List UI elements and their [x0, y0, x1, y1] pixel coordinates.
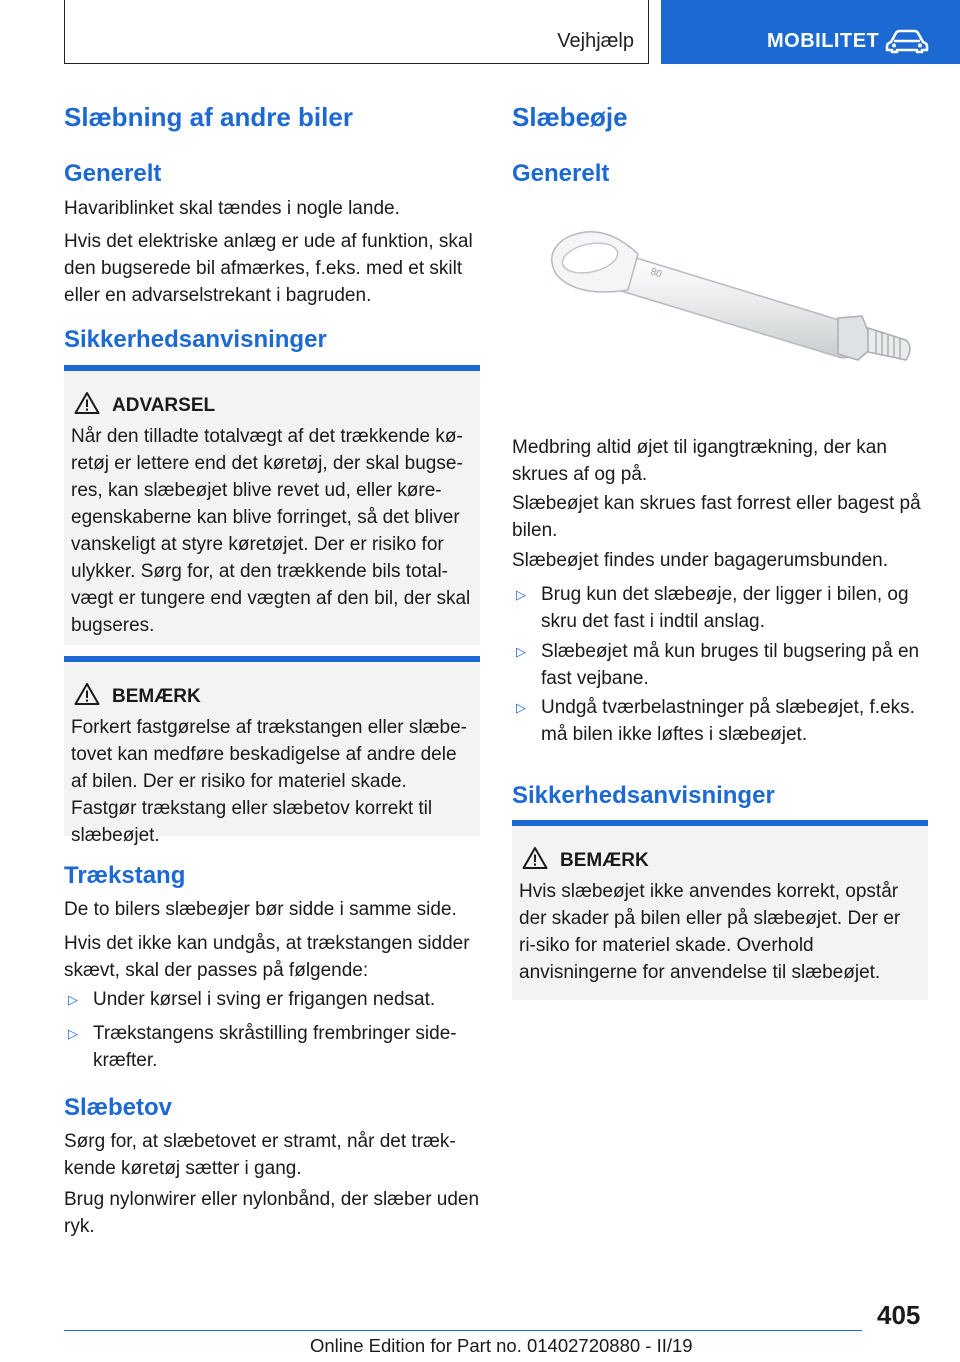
paragraph: Brug nylonwirer eller nylonbånd, der slæber uden ryk. [64, 1189, 480, 1237]
list-item-text: Brug kun det slæbeøje, der ligger i bilen, og skru det fast i indtil anslag. [541, 584, 909, 632]
paragraph: Hvis det ikke kan undgås, at trækstangen sidder skævt, skal der passes på følgende: [64, 933, 470, 981]
paragraph: Slæbeøjet kan skrues fast forrest eller bagest på bilen. [512, 493, 921, 541]
bullet-triangle-icon: ▷ [516, 587, 526, 602]
heading-traekstang: Trækstang [64, 862, 186, 889]
page-number: 405 [877, 1300, 921, 1330]
notice-body: Forkert fastgørelse af trækstangen eller slæbe-tovet kan medføre beskadigelse af andre dele af bilen. Der er risiko for materiel skade. Fastgør trækstang eller slæbetov korrekt til slæbeøjet. [71, 717, 467, 846]
warning-title: ADVARSEL [112, 395, 216, 416]
list-item [512, 694, 928, 750]
heading-slaebetov: Slæbetov [64, 1094, 173, 1121]
page-title-right: Slæbeøje [512, 102, 628, 132]
warning-triangle-icon [74, 391, 100, 415]
notice-box [512, 820, 928, 1000]
header-chapter-title: MOBILITET [767, 30, 880, 52]
bullet-triangle-icon: ▷ [68, 992, 78, 1007]
warning-triangle-icon [74, 682, 100, 706]
bullet-triangle-icon: ▷ [516, 644, 526, 659]
paragraph: Slæbeøjet findes under bagagerumsbunden. [512, 550, 889, 571]
bullet-triangle-icon: ▷ [68, 1026, 78, 1041]
paragraph: Sørg for, at slæbetovet er stramt, når det træk-kende køretøj sætter i gang. [64, 1131, 456, 1179]
list-item [512, 638, 928, 694]
list-item-text: Trækstangens skråstilling frembringer side-kræfter. [93, 1023, 457, 1071]
warning-triangle-icon [522, 846, 548, 870]
notice-title: BEMÆRK [560, 850, 649, 871]
notice-title: BEMÆRK [112, 686, 201, 707]
list-item [512, 581, 928, 637]
svg-text:80: 80 [649, 266, 664, 281]
footer-edition: Online Edition for Part no. 01402720880 - II/19 [310, 1335, 693, 1356]
heading-safety-left: Sikkerhedsanvisninger [64, 326, 327, 353]
notice-body: Hvis slæbeøjet ikke anvendes korrekt, opstår der skader på bilen eller på slæbeøjet. Der er ri-siko for materiel skade. Overhold anvisningerne for anvendelse til slæbeøjet. [519, 881, 901, 983]
warning-body: Når den tilladte totalvægt af det trækkende kø-retøj er lettere end det køretøj, der skal bugse-res, kan slæbeøjet blive revet ud, eller køre-egenskaberne kan blive forringet, så det bliver vanskeligt at styre køretøjet. Der er risiko for ulykker. Sørg for, at den trækkende bils total-vægt er tungere end vægten af den bil, der skal bugseres. [71, 426, 471, 636]
paragraph: De to bilers slæbeøjer bør sidde i samme side. [64, 899, 457, 920]
footer-divider [64, 1330, 862, 1331]
list-item [64, 1020, 480, 1076]
tow-eye-illustration [542, 218, 922, 408]
paragraph: Medbring altid øjet til igangtrækning, der kan skrues af og på. [512, 437, 887, 485]
heading-generelt-right: Generelt [512, 160, 610, 187]
heading-generelt-left: Generelt [64, 160, 162, 187]
car-icon [885, 28, 929, 54]
heading-safety-right: Sikkerhedsanvisninger [512, 782, 775, 809]
header-chapter-tab [661, 0, 960, 64]
paragraph: Havariblinket skal tændes i nogle lande. [64, 198, 400, 219]
header-section-box [64, 0, 649, 64]
paragraph: Hvis det elektriske anlæg er ude af funktion, skal den bugserede bil afmærkes, f.eks. med et skilt eller en advarselstrekant i bagruden. [64, 231, 473, 306]
header-section-title: Vejhjælp [557, 30, 634, 52]
warning-box [64, 365, 480, 645]
list-item-text: Slæbeøjet må kun bruges til bugsering på en fast vejbane. [541, 641, 920, 689]
bullet-triangle-icon: ▷ [516, 700, 526, 715]
list-item-text: Under kørsel i sving er frigangen nedsat. [93, 989, 436, 1010]
list-item [64, 986, 480, 1016]
page-title-left: Slæbning af andre biler [64, 102, 353, 132]
notice-box [64, 656, 480, 846]
list-item-text: Undgå tværbelastninger på slæbeøjet, f.eks. må bilen ikke løftes i slæbeøjet. [541, 697, 915, 745]
